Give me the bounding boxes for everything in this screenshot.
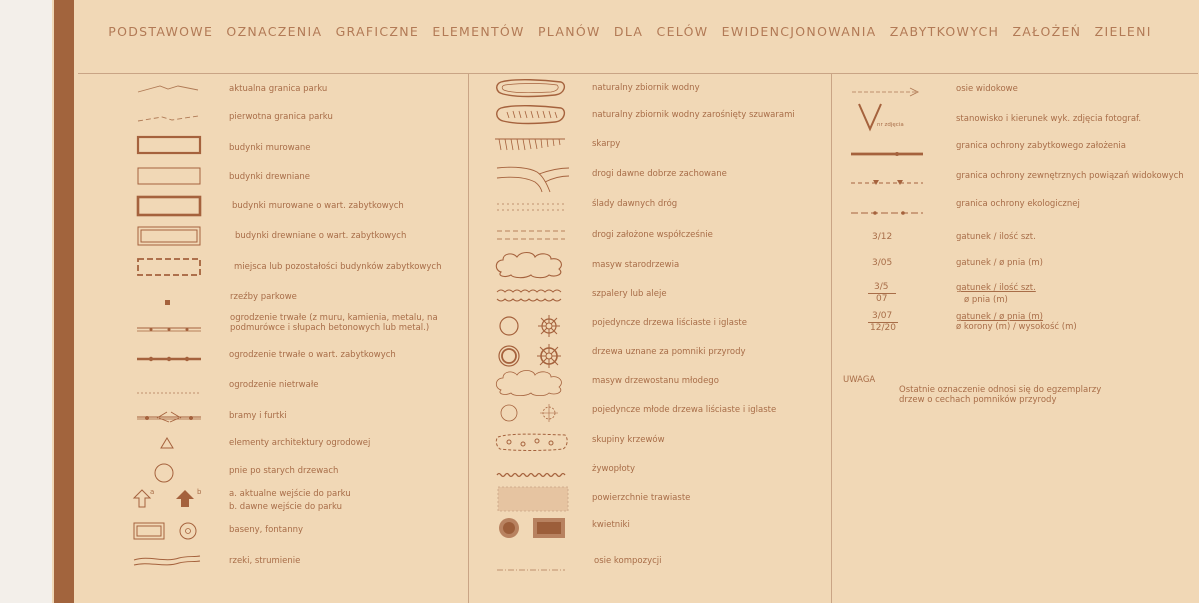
col3-label-3: granica ochrony zewnętrznych powiązań widokowych [956, 171, 1184, 181]
temporary-fence-icon [137, 381, 201, 400]
photo-number-text: nr zdjęcia [877, 122, 904, 128]
col1-label-9: ogrodzenie trwałe o wart. zabytkowych [229, 350, 396, 360]
tree-code-12-20: 12/20 [870, 323, 896, 333]
col3-label-8: gatunek / ø pnia (m) [956, 312, 1044, 322]
wooden-building-icon [137, 167, 201, 189]
road-traces-icon [495, 198, 567, 217]
view-protection-boundary-icon [851, 173, 923, 192]
pool-fountain-icon [133, 521, 205, 545]
col1-label-4: budynki murowane o wart. zabytkowych [232, 201, 404, 211]
col1-label-16: rzeki, strumienie [229, 556, 301, 566]
old-tree-mass-icon [493, 250, 567, 282]
old-road-icon [495, 160, 569, 198]
col2-label-14: powierzchnie trawiaste [592, 493, 691, 503]
gate-icon [137, 408, 201, 427]
col1-label-1: pierwotna granica parku [229, 112, 333, 122]
alley-icon [495, 287, 567, 307]
col3-label-0: osie widokowe [956, 84, 1018, 94]
note-line-1: Ostatnie oznaczenie odnosi się do egzemplarzy [899, 385, 1102, 395]
binding-strip [54, 0, 74, 603]
col2-label-5: drogi założone współcześnie [592, 230, 713, 240]
col2-label-7: szpalery lub aleje [592, 289, 667, 299]
grass-surface-icon [497, 486, 569, 516]
col2-label-3: drogi dawne dobrze zachowane [592, 169, 727, 179]
col1-label-10: ogrodzenie nietrwałe [229, 380, 319, 390]
tree-code-3-12: 3/12 [872, 232, 893, 242]
slope-icon [495, 136, 567, 158]
single-tree-icon [497, 314, 561, 342]
modern-road-icon [495, 227, 567, 246]
col1-label-5: budynki drewniane o wart. zabytkowych [235, 231, 407, 241]
natural-pond-icon [495, 78, 567, 102]
col1-label-7: rzeźby parkowe [230, 292, 297, 302]
current-park-boundary-icon [138, 80, 198, 99]
col1-label-2: budynki murowane [229, 143, 311, 153]
col2-label-11: pojedyncze młode drzewa liściaste i iglaste [592, 405, 777, 415]
col2-label-8: pojedyncze drzewa liściaste i iglaste [592, 318, 747, 328]
triangle-icon [160, 434, 174, 453]
column-divider-2 [831, 73, 832, 603]
col3-label-5: gatunek / ilość szt. [956, 232, 1036, 242]
protection-boundary-icon [851, 143, 923, 162]
col3-label-7b: ø pnia (m) [964, 295, 1008, 305]
col2-label-9: drzewa uznane za pomniki przyrody [592, 347, 746, 357]
note-heading: UWAGA [843, 375, 876, 385]
col1-label-6: miejsca lub pozostałości budynków zabytkowych [234, 262, 442, 272]
col2-label-6: masyw starodrzewia [592, 260, 680, 270]
entrance-mark-a: a [150, 488, 155, 496]
historic-fence-icon [137, 349, 201, 368]
note-line-2: drzew o cechach pomników przyrody [899, 395, 1057, 405]
col3-label-6: gatunek / ø pnia (m) [956, 258, 1044, 268]
col1-label-11: bramy i furtki [229, 411, 287, 421]
column-divider-1 [468, 73, 469, 603]
tree-code-3-07: 3/07 [872, 311, 893, 321]
brick-building-icon [137, 136, 201, 158]
view-axis-arrow-icon [852, 82, 920, 101]
col1-label-13: pnie po starych drzewach [229, 466, 339, 476]
col2-label-0: naturalny zbiornik wodny [592, 83, 700, 93]
col1-label-3: budynki drewniane [229, 172, 311, 182]
col2-label-4: ślady dawnych dróg [592, 199, 678, 209]
col2-label-15: kwietniki [592, 520, 630, 530]
entrance-mark-b: b [197, 488, 202, 496]
col1-label-0: aktualna granica parku [229, 84, 328, 94]
hedge-icon [495, 464, 567, 483]
col1-label-8: ogrodzenie trwałe (z muru, kamienia, metalu, na [230, 313, 438, 323]
historic-wooden-building-icon [137, 226, 201, 250]
stump-icon [153, 462, 175, 488]
col2-label-12: skupiny krzewów [592, 435, 665, 445]
col2-label-2: skarpy [592, 139, 621, 149]
left-margin [0, 0, 52, 603]
col3-label-1: stanowisko i kierunek wyk. zdjęcia fotograf. [956, 114, 1142, 124]
sculpture-icon [164, 292, 172, 311]
col2-label-16: osie kompozycji [594, 556, 662, 566]
col3-label-7: gatunek / ilość szt. [956, 283, 1036, 293]
col2-label-13: żywopłoty [592, 464, 636, 474]
historic-brick-building-icon [137, 196, 201, 220]
shrub-group-icon [495, 431, 569, 457]
permanent-fence-icon [137, 319, 201, 338]
col1-label-14b: b. dawne wejście do parku [229, 502, 343, 512]
flowerbed-icon [497, 516, 569, 544]
col1-label-15: baseny, fontanny [229, 525, 304, 535]
legend-title: PODSTAWOWE OZNACZENIA GRAFICZNE ELEMENTÓW PLANÓW DLA CELÓW EWIDENCJONOWANIA ZABYTKOWYCH ZAŁOŻEŃ ZIELENI [108, 24, 1152, 39]
river-icon [134, 553, 200, 573]
tree-code-07: 07 [876, 294, 888, 304]
col1-label-12: elementy architektury ogrodowej [229, 438, 371, 448]
col1-label-8b: podmurówce i słupach betonowych lub metal.) [230, 323, 430, 333]
original-park-boundary-icon [138, 110, 198, 129]
composition-axis-icon [495, 558, 567, 577]
building-remains-icon [137, 258, 201, 280]
col1-label-14: a. aktualne wejście do parku [229, 489, 351, 499]
col2-label-10: masyw drzewostanu młodego [592, 376, 719, 386]
tree-code-3-05: 3/05 [872, 258, 893, 268]
header-rule [78, 73, 1198, 74]
ecological-boundary-icon [851, 202, 923, 221]
young-tree-icon [497, 402, 561, 428]
col3-label-8b: ø korony (m) / wysokość (m) [956, 322, 1077, 332]
young-tree-mass-icon [493, 368, 567, 400]
tree-code-3-5: 3/5 [874, 282, 889, 292]
col3-label-2: granica ochrony zabytkowego założenia [956, 141, 1126, 151]
overgrown-pond-icon [495, 104, 567, 130]
col3-label-4: granica ochrony ekologicznej [956, 199, 1080, 209]
col2-label-1: naturalny zbiornik wodny zarośnięty szuwarami [592, 110, 795, 120]
